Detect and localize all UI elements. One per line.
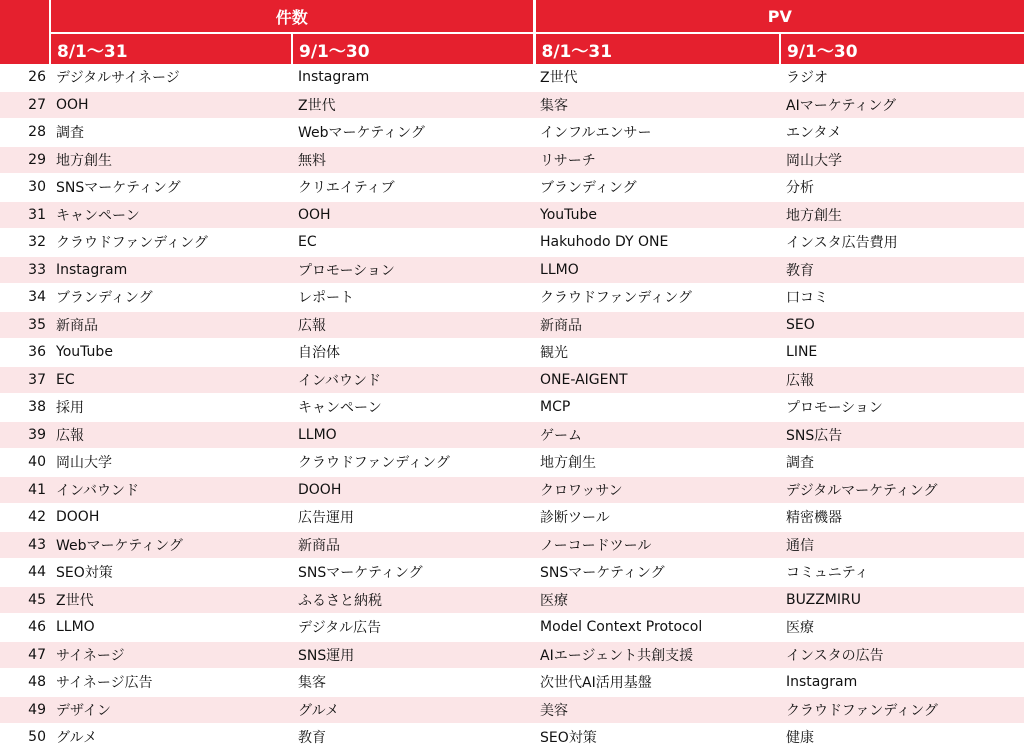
count-aug-cell: OOH xyxy=(50,91,292,119)
rank-cell: 27 xyxy=(0,91,50,119)
rank-cell: 42 xyxy=(0,504,50,532)
table-row xyxy=(0,339,1024,367)
table-row xyxy=(0,641,1024,669)
table-row xyxy=(0,559,1024,587)
pv-sep-cell: 分析 xyxy=(780,174,1024,202)
rank-header-corner xyxy=(0,0,50,64)
group-header-count: 件数 xyxy=(50,0,534,33)
pv-sep-cell: クラウドファンディング xyxy=(780,696,1024,724)
count-sep-cell: EC xyxy=(292,229,534,257)
count-sep-cell: SNS運用 xyxy=(292,641,534,669)
count-aug-cell: 新商品 xyxy=(50,311,292,339)
table-row xyxy=(0,504,1024,532)
count-aug-cell: 採用 xyxy=(50,394,292,422)
pv-sep-cell: SEO xyxy=(780,311,1024,339)
pv-sep-cell: 口コミ xyxy=(780,284,1024,312)
count-sep-cell: SNSマーケティング xyxy=(292,559,534,587)
rank-cell: 36 xyxy=(0,339,50,367)
count-aug-cell: LLMO xyxy=(50,614,292,642)
table-row xyxy=(0,724,1024,752)
count-sep-cell: 集客 xyxy=(292,669,534,697)
table-row xyxy=(0,256,1024,284)
pv-aug-cell: SEO対策 xyxy=(534,724,780,752)
count-aug-cell: Webマーケティング xyxy=(50,531,292,559)
table-row xyxy=(0,119,1024,147)
pv-sep-cell: Instagram xyxy=(780,669,1024,697)
table-row xyxy=(0,174,1024,202)
pv-sep-cell: コミュニティ xyxy=(780,559,1024,587)
count-sep-cell: 広報 xyxy=(292,311,534,339)
count-sep-cell: 新商品 xyxy=(292,531,534,559)
count-aug-cell: SNSマーケティング xyxy=(50,174,292,202)
rank-cell: 39 xyxy=(0,421,50,449)
pv-aug-cell: ONE-AIGENT xyxy=(534,366,780,394)
rank-cell: 49 xyxy=(0,696,50,724)
count-aug-cell: 調査 xyxy=(50,119,292,147)
pv-aug-cell: 地方創生 xyxy=(534,449,780,477)
table-row xyxy=(0,366,1024,394)
pv-sep-cell: 精密機器 xyxy=(780,504,1024,532)
table-row xyxy=(0,531,1024,559)
pv-aug-cell: 次世代AI活用基盤 xyxy=(534,669,780,697)
count-aug-cell: EC xyxy=(50,366,292,394)
pv-sep-cell: 健康 xyxy=(780,724,1024,752)
count-sep-cell: 無料 xyxy=(292,146,534,174)
count-sep-cell: グルメ xyxy=(292,696,534,724)
count-aug-cell: サイネージ xyxy=(50,641,292,669)
pv-sep-cell: ラジオ xyxy=(780,64,1024,91)
pv-sep-cell: 教育 xyxy=(780,256,1024,284)
table-row xyxy=(0,394,1024,422)
rank-cell: 44 xyxy=(0,559,50,587)
count-sep-cell: プロモーション xyxy=(292,256,534,284)
rank-cell: 46 xyxy=(0,614,50,642)
count-sep-cell: Webマーケティング xyxy=(292,119,534,147)
pv-aug-cell: 新商品 xyxy=(534,311,780,339)
pv-aug-cell: ゲーム xyxy=(534,421,780,449)
table-row xyxy=(0,284,1024,312)
table-row xyxy=(0,586,1024,614)
rank-cell: 45 xyxy=(0,586,50,614)
rank-cell: 35 xyxy=(0,311,50,339)
rank-cell: 43 xyxy=(0,531,50,559)
header-period-row xyxy=(0,33,1024,64)
table-row xyxy=(0,229,1024,257)
pv-aug-cell: ブランディング xyxy=(534,174,780,202)
pv-aug-cell: YouTube xyxy=(534,201,780,229)
table-row xyxy=(0,64,1024,91)
count-sep-cell: インバウンド xyxy=(292,366,534,394)
pv-aug-cell: AIエージェント共創支援 xyxy=(534,641,780,669)
pv-aug-cell: インフルエンサー xyxy=(534,119,780,147)
count-sep-cell: DOOH xyxy=(292,476,534,504)
pv-aug-cell: ノーコードツール xyxy=(534,531,780,559)
table-row xyxy=(0,311,1024,339)
count-sep-cell: クリエイティブ xyxy=(292,174,534,202)
count-sep-cell: LLMO xyxy=(292,421,534,449)
pv-aug-cell: リサーチ xyxy=(534,146,780,174)
rank-cell: 32 xyxy=(0,229,50,257)
table-row xyxy=(0,201,1024,229)
pv-aug-cell: Hakuhodo DY ONE xyxy=(534,229,780,257)
pv-sep-cell: デジタルマーケティング xyxy=(780,476,1024,504)
col-header-pv-aug: 8/1～31 xyxy=(534,33,780,64)
count-aug-cell: キャンペーン xyxy=(50,201,292,229)
pv-sep-cell: 広報 xyxy=(780,366,1024,394)
table-row xyxy=(0,476,1024,504)
pv-sep-cell: AIマーケティング xyxy=(780,91,1024,119)
header-group-row xyxy=(0,0,1024,33)
count-sep-cell: OOH xyxy=(292,201,534,229)
rank-cell: 28 xyxy=(0,119,50,147)
count-aug-cell: デジタルサイネージ xyxy=(50,64,292,91)
rank-cell: 50 xyxy=(0,724,50,752)
pv-sep-cell: 調査 xyxy=(780,449,1024,477)
count-aug-cell: 広報 xyxy=(50,421,292,449)
count-sep-cell: クラウドファンディング xyxy=(292,449,534,477)
pv-sep-cell: BUZZMIRU xyxy=(780,586,1024,614)
count-aug-cell: Instagram xyxy=(50,256,292,284)
rank-cell: 37 xyxy=(0,366,50,394)
count-sep-cell: 教育 xyxy=(292,724,534,752)
table-row xyxy=(0,146,1024,174)
pv-sep-cell: インスタの広告 xyxy=(780,641,1024,669)
count-sep-cell: デジタル広告 xyxy=(292,614,534,642)
pv-sep-cell: インスタ広告費用 xyxy=(780,229,1024,257)
count-aug-cell: ブランディング xyxy=(50,284,292,312)
table-row xyxy=(0,91,1024,119)
rank-cell: 34 xyxy=(0,284,50,312)
pv-aug-cell: 診断ツール xyxy=(534,504,780,532)
rank-cell: 41 xyxy=(0,476,50,504)
pv-sep-cell: 医療 xyxy=(780,614,1024,642)
count-sep-cell: レポート xyxy=(292,284,534,312)
count-aug-cell: DOOH xyxy=(50,504,292,532)
count-sep-cell: Instagram xyxy=(292,64,534,91)
count-aug-cell: インバウンド xyxy=(50,476,292,504)
count-aug-cell: デザイン xyxy=(50,696,292,724)
pv-aug-cell: クロワッサン xyxy=(534,476,780,504)
pv-sep-cell: LINE xyxy=(780,339,1024,367)
count-sep-cell: 自治体 xyxy=(292,339,534,367)
table-header xyxy=(0,0,1024,64)
table-row xyxy=(0,449,1024,477)
pv-aug-cell: 美容 xyxy=(534,696,780,724)
count-aug-cell: Z世代 xyxy=(50,586,292,614)
count-aug-cell: グルメ xyxy=(50,724,292,752)
table-row xyxy=(0,669,1024,697)
rank-cell: 48 xyxy=(0,669,50,697)
col-header-count-aug: 8/1～31 xyxy=(50,33,292,64)
table-row xyxy=(0,421,1024,449)
pv-aug-cell: Z世代 xyxy=(534,64,780,91)
pv-sep-cell: エンタメ xyxy=(780,119,1024,147)
pv-aug-cell: 観光 xyxy=(534,339,780,367)
count-aug-cell: 地方創生 xyxy=(50,146,292,174)
group-header-pv: PV xyxy=(534,0,1024,33)
pv-aug-cell: 集客 xyxy=(534,91,780,119)
col-header-count-sep: 9/1～30 xyxy=(292,33,534,64)
rank-cell: 30 xyxy=(0,174,50,202)
pv-aug-cell: Model Context Protocol xyxy=(534,614,780,642)
rank-cell: 40 xyxy=(0,449,50,477)
count-aug-cell: サイネージ広告 xyxy=(50,669,292,697)
count-aug-cell: SEO対策 xyxy=(50,559,292,587)
rank-cell: 31 xyxy=(0,201,50,229)
pv-aug-cell: 医療 xyxy=(534,586,780,614)
pv-sep-cell: プロモーション xyxy=(780,394,1024,422)
count-sep-cell: キャンペーン xyxy=(292,394,534,422)
pv-sep-cell: 通信 xyxy=(780,531,1024,559)
table-row xyxy=(0,614,1024,642)
pv-sep-cell: SNS広告 xyxy=(780,421,1024,449)
rank-cell: 29 xyxy=(0,146,50,174)
col-header-pv-sep: 9/1～30 xyxy=(780,33,1024,64)
pv-aug-cell: SNSマーケティング xyxy=(534,559,780,587)
table-row xyxy=(0,696,1024,724)
rank-cell: 47 xyxy=(0,641,50,669)
count-aug-cell: 岡山大学 xyxy=(50,449,292,477)
pv-sep-cell: 岡山大学 xyxy=(780,146,1024,174)
count-sep-cell: 広告運用 xyxy=(292,504,534,532)
rank-cell: 26 xyxy=(0,64,50,91)
table-body xyxy=(0,64,1024,751)
pv-aug-cell: MCP xyxy=(534,394,780,422)
count-sep-cell: Z世代 xyxy=(292,91,534,119)
pv-sep-cell: 地方創生 xyxy=(780,201,1024,229)
count-aug-cell: YouTube xyxy=(50,339,292,367)
count-sep-cell: ふるさと納税 xyxy=(292,586,534,614)
pv-aug-cell: クラウドファンディング xyxy=(534,284,780,312)
rank-cell: 38 xyxy=(0,394,50,422)
rank-cell: 33 xyxy=(0,256,50,284)
pv-aug-cell: LLMO xyxy=(534,256,780,284)
count-aug-cell: クラウドファンディング xyxy=(50,229,292,257)
